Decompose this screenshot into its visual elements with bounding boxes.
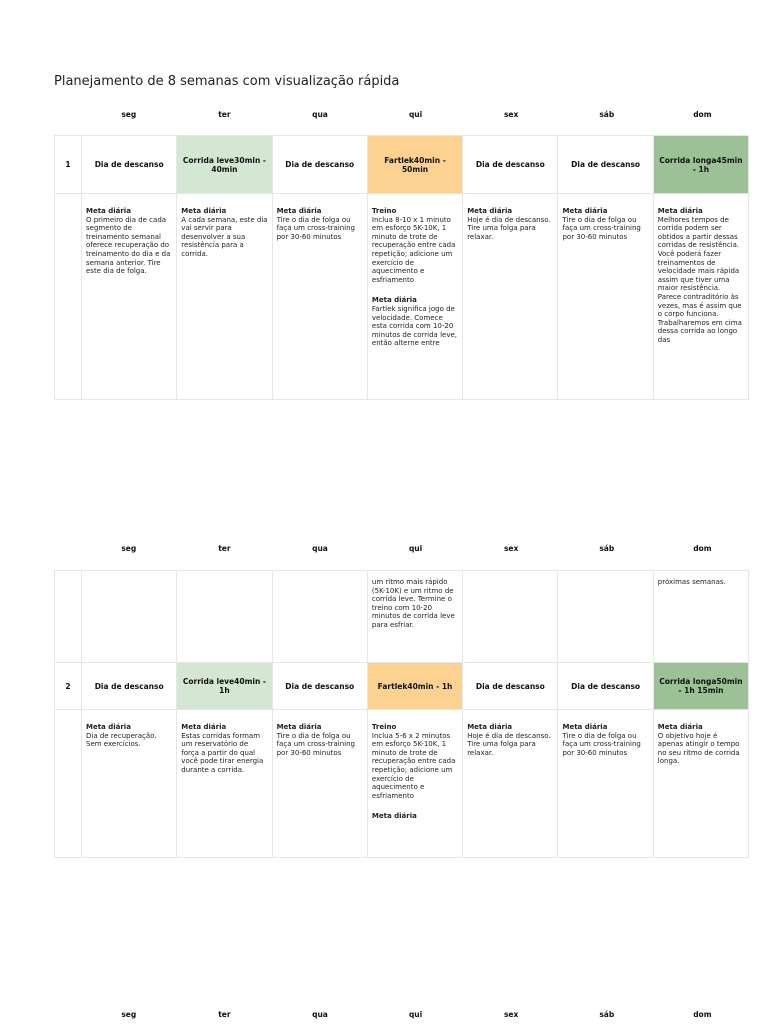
detail-text: O objetivo hoje é apenas atingir o tempo no seu ritmo de corrida longa.	[657, 731, 740, 766]
day-header-sex: sex	[503, 1010, 519, 1019]
week-2-sun-detail	[654, 710, 749, 857]
week-number: 2	[55, 663, 82, 709]
day-header-sab: sáb	[599, 1010, 615, 1019]
day-header-row	[81, 110, 750, 124]
week-1-sat-header: Dia de descanso	[558, 136, 653, 193]
day-header-sex: sex	[503, 544, 519, 553]
meta-label: Meta diária	[371, 296, 417, 305]
meta-label: Meta diária	[467, 207, 513, 215]
continuation-tue	[177, 571, 272, 662]
week-2-thu-detail	[368, 710, 463, 857]
week-1-mon-header: Dia de descanso	[82, 136, 177, 193]
detail-text: Tire o dia de folga ou faça um cross-training por 30-60 minutos	[562, 215, 641, 241]
day-header-dom: dom	[693, 1010, 712, 1019]
day-header-row	[81, 1010, 750, 1024]
detail-text: Melhores tempos de corrida podem ser obtidos a partir dessas corridas de resistência. Você poderá fazer treinamentos de velocidade mais rápida assim que tiver uma maior resistência. Parece contraditório às vezes, mas é assim que o corpo funciona. Trabalharemos em cima dessa corrida ao longo das	[657, 215, 742, 344]
treino-label: Treino	[371, 723, 397, 731]
detail-text-extra: Fartlek significa jogo de velocidade. Comece esta corrida com 10-20 minutos de corrida leve, então alterne entre	[371, 304, 457, 348]
day-header-sab: sáb	[599, 110, 615, 119]
week-number-spacer	[55, 710, 82, 857]
detail-text: Tire o dia de folga ou faça um cross-training por 30-60 minutos	[276, 731, 355, 757]
day-header-sab: sáb	[599, 544, 615, 553]
week-number-spacer	[55, 571, 82, 662]
day-header-ter: ter	[218, 544, 231, 553]
day-header-qui: qui	[408, 1010, 423, 1019]
meta-label: Meta diária	[562, 723, 608, 731]
week-1-wed-detail	[273, 194, 368, 399]
week-2-detail-row	[55, 710, 749, 858]
detail-text: Tire o dia de folga ou faça um cross-training por 30-60 minutos	[562, 731, 641, 757]
detail-text: Dia de recuperação. Sem exercícios.	[86, 731, 157, 749]
detail-text: Hoje é dia de descanso. Tire uma folga para relaxar.	[467, 731, 551, 757]
week-2-tue-header: Corrida leve40min - 1h	[177, 663, 272, 709]
week-1-mon-detail	[82, 194, 177, 399]
week-1-fri-header: Dia de descanso	[463, 136, 558, 193]
week-2-sun-header: Corrida longa50min - 1h 15min	[654, 663, 749, 709]
week-1-header-row	[55, 136, 749, 194]
day-header-qui: qui	[408, 110, 423, 119]
meta-label: Meta diária	[181, 723, 227, 731]
meta-label: Meta diária	[657, 723, 703, 731]
detail-text: Inclua 5-6 x 2 minutos em esforço 5K-10K, 1 minuto de trote de recuperação entre cada repetição; adicione um exercício de aquecimento e esfriamento	[371, 731, 456, 800]
week-1-sat-detail	[558, 194, 653, 399]
week-1-grid	[54, 135, 749, 400]
day-header-seg: seg	[121, 110, 137, 119]
meta-label: Meta diária	[371, 812, 417, 821]
week-2-grid	[54, 570, 749, 858]
day-header-qui: qui	[408, 544, 423, 553]
detail-text: Estas corridas formam um reservatório de força a partir do qual você pode tirar energia durante a corrida.	[181, 731, 264, 774]
continuation-wed	[273, 571, 368, 662]
week-number-spacer	[55, 194, 82, 399]
week-1-detail-row	[55, 194, 749, 400]
day-header-sex: sex	[503, 110, 519, 119]
day-header-qua: qua	[312, 1010, 328, 1019]
continuation-mon	[82, 571, 177, 662]
meta-label: Meta diária	[657, 207, 703, 215]
day-header-seg: seg	[121, 544, 137, 553]
week-2-mon-header: Dia de descanso	[82, 663, 177, 709]
meta-label: Meta diária	[181, 207, 227, 215]
week-2-thu-header: Fartlek40min - 1h	[368, 663, 463, 709]
day-header-dom: dom	[693, 544, 712, 553]
week-2-mon-detail	[82, 710, 177, 857]
week-1-fri-detail	[463, 194, 558, 399]
week-1-sun-detail	[654, 194, 749, 399]
week-2-tue-detail	[177, 710, 272, 857]
day-header-dom: dom	[693, 110, 712, 119]
week-2-wed-detail	[273, 710, 368, 857]
week-2-fri-header: Dia de descanso	[463, 663, 558, 709]
treino-label: Treino	[371, 207, 397, 215]
continuation-sun	[654, 571, 749, 662]
week-2-header-row	[55, 663, 749, 710]
meta-label: Meta diária	[86, 723, 131, 731]
meta-label: Meta diária	[562, 207, 608, 215]
detail-text: um ritmo mais rápido (5K-10K) e um ritmo de corrida leve. Termine o treino com 10-20 minutos de corrida leve para esfriar.	[371, 578, 455, 629]
detail-text: próximas semanas.	[657, 578, 726, 586]
detail-text: A cada semana, este dia vai servir para desenvolver a sua resistência para a corrida.	[181, 215, 268, 258]
week-number: 1	[55, 136, 82, 193]
continuation-fri	[463, 571, 558, 662]
week-1-tue-header: Corrida leve30min - 40min	[177, 136, 272, 193]
detail-text: Hoje é dia de descanso. Tire uma folga para relaxar.	[467, 215, 551, 241]
week-1-thu-detail	[368, 194, 463, 399]
day-header-ter: ter	[218, 1010, 231, 1019]
week-2-fri-detail	[463, 710, 558, 857]
week-1-sun-header: Corrida longa45min - 1h	[654, 136, 749, 193]
day-header-ter: ter	[218, 110, 231, 119]
detail-text: Inclua 8-10 x 1 minuto em esforço 5K-10K, 1 minuto de trote de recuperação entre cada repetição; adicione um exercício de aquecimento e esfriamento	[371, 215, 456, 284]
week-2-sat-detail	[558, 710, 653, 857]
day-header-row	[81, 544, 750, 558]
page-title: Planejamento de 8 semanas com visualização rápida	[54, 74, 400, 89]
continuation-row	[55, 571, 749, 663]
week-1-tue-detail	[177, 194, 272, 399]
day-header-seg: seg	[121, 1010, 137, 1019]
meta-label: Meta diária	[86, 207, 131, 215]
meta-label: Meta diária	[467, 723, 513, 731]
continuation-thu	[368, 571, 463, 662]
detail-text: O primeiro dia de cada segmento de treinamento semanal oferece recuperação do treinamento do dia e da semana anterior. Tire este dia de folga.	[86, 215, 171, 276]
day-header-qua: qua	[312, 544, 328, 553]
week-1-wed-header: Dia de descanso	[273, 136, 368, 193]
meta-label: Meta diária	[276, 723, 322, 731]
week-2-wed-header: Dia de descanso	[273, 663, 368, 709]
week-2-sat-header: Dia de descanso	[558, 663, 653, 709]
day-header-qua: qua	[312, 110, 328, 119]
detail-text: Tire o dia de folga ou faça um cross-training por 30-60 minutos	[276, 215, 355, 241]
meta-label: Meta diária	[276, 207, 322, 215]
week-1-thu-header: Fartlek40min - 50min	[368, 136, 463, 193]
continuation-sat	[558, 571, 653, 662]
